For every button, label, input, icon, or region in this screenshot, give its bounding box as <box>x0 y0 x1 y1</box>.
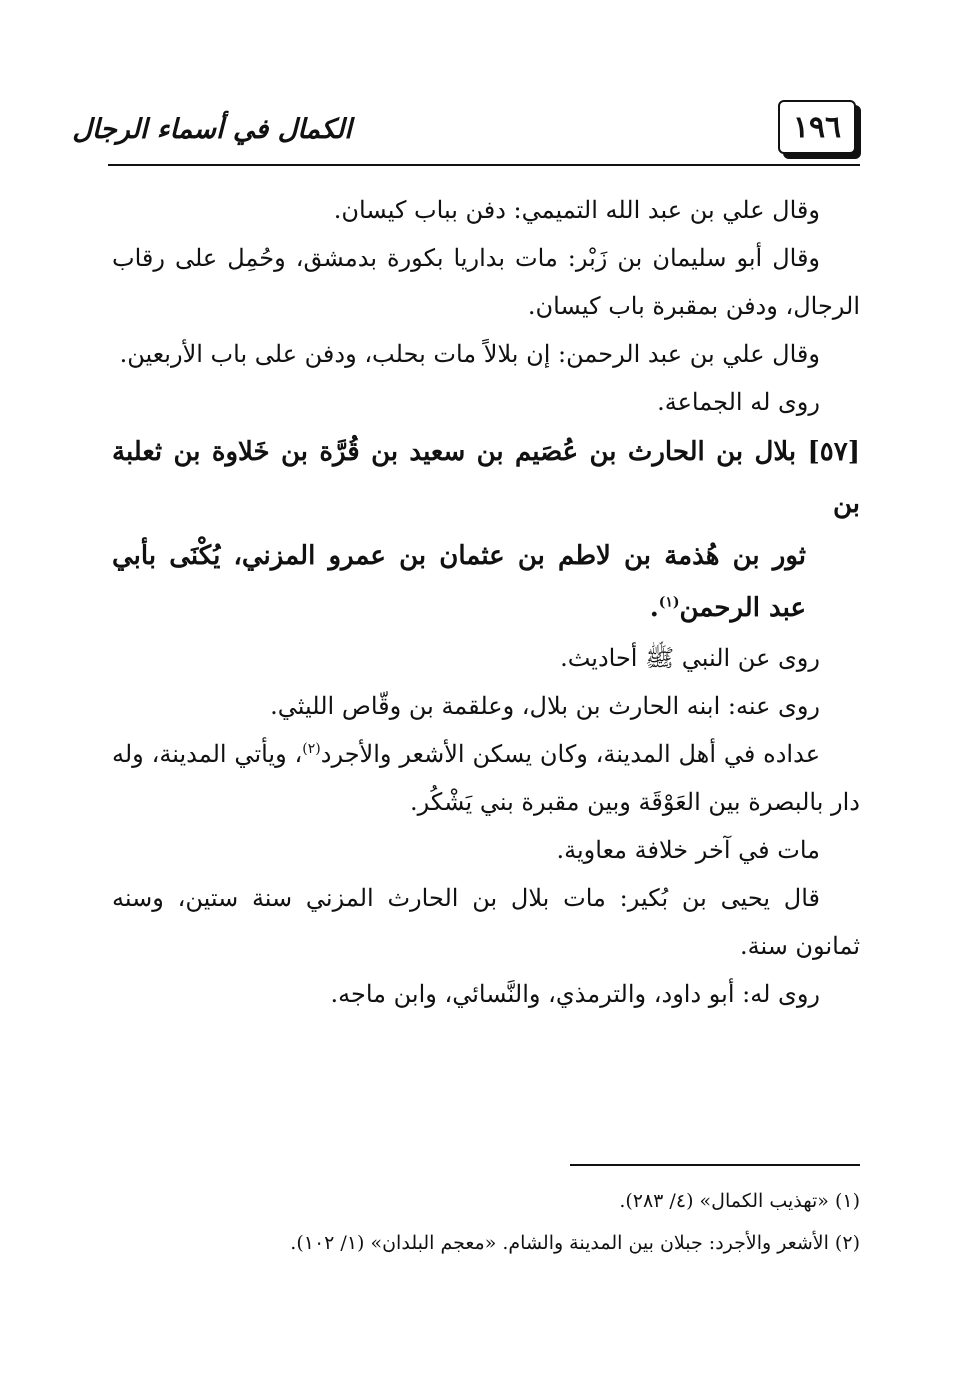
footnote: (٢) الأشعر والأجرد: جبلان بين المدينة والشام. «معجم البلدان» (١/ ١٠٢). <box>290 1232 860 1254</box>
paragraph: روى عنه: ابنه الحارث بن بلال، وعلقمة بن وقّاص الليثي. <box>270 692 820 720</box>
footnotes <box>112 1180 860 1264</box>
entry-number: [٥٧] <box>807 437 860 467</box>
paragraph: روى له الجماعة. <box>657 388 820 416</box>
paragraph: روى له: أبو داود، والترمذي، والنَّسائي، وابن ماجه. <box>330 980 820 1008</box>
book-title: الكمال في أسماء الرجال <box>72 113 352 145</box>
paragraph <box>112 730 860 826</box>
entry-heading-line: بلال بن الحارث بن عُصَيم بن سعيد بن قُرَّة بن خَلاوة بن ثعلبة بن <box>112 437 860 519</box>
entry-heading-line: ثور بن هُذمة بن لاطم بن عثمان بن عمرو المزني، يُكْنَى بأبي عبد الرحمن <box>112 541 806 623</box>
header-divider <box>108 164 860 166</box>
biography-entry-heading <box>112 426 860 530</box>
main-text <box>112 186 860 1018</box>
footnote-divider <box>570 1164 860 1166</box>
footnote-mark: (١) <box>658 594 680 611</box>
entry-heading-end: . <box>649 593 659 623</box>
paragraph: وقال أبو سليمان بن زَبْر: مات بداريا بكورة بدمشق، وحُمِل على رقاب الرجال، ودفن بمقبرة باب كيسان. <box>112 244 860 320</box>
page-number: ١٩٦ <box>778 100 856 154</box>
paragraph: وقال علي بن عبد الله التميمي: دفن بباب كيسان. <box>333 196 820 224</box>
paragraph-text: عداده في أهل المدينة، وكان يسكن الأشعر والأجرد <box>320 740 821 768</box>
paragraph: مات في آخر خلافة معاوية. <box>556 836 820 864</box>
paragraph: قال يحيى بن بُكير: مات بلال بن الحارث المزني سنة ستين، وسنه ثمانون سنة. <box>112 884 860 960</box>
footnote-mark: (٢) <box>302 741 321 757</box>
footnote: (١) «تهذيب الكمال» (٤/ ٢٨٣). <box>619 1190 860 1212</box>
paragraph: روى عن النبي ﷺ أحاديث. <box>560 644 820 672</box>
biography-entry-heading-continued <box>112 530 860 634</box>
paragraph: وقال علي بن عبد الرحمن: إن بلالاً مات بحلب، ودفن على باب الأربعين. <box>119 340 820 368</box>
paragraph-text: ، ويأتي المدينة، وله دار بالبصرة بين العَوْقَة وبين مقبرة بني يَشْكُر. <box>112 740 860 816</box>
